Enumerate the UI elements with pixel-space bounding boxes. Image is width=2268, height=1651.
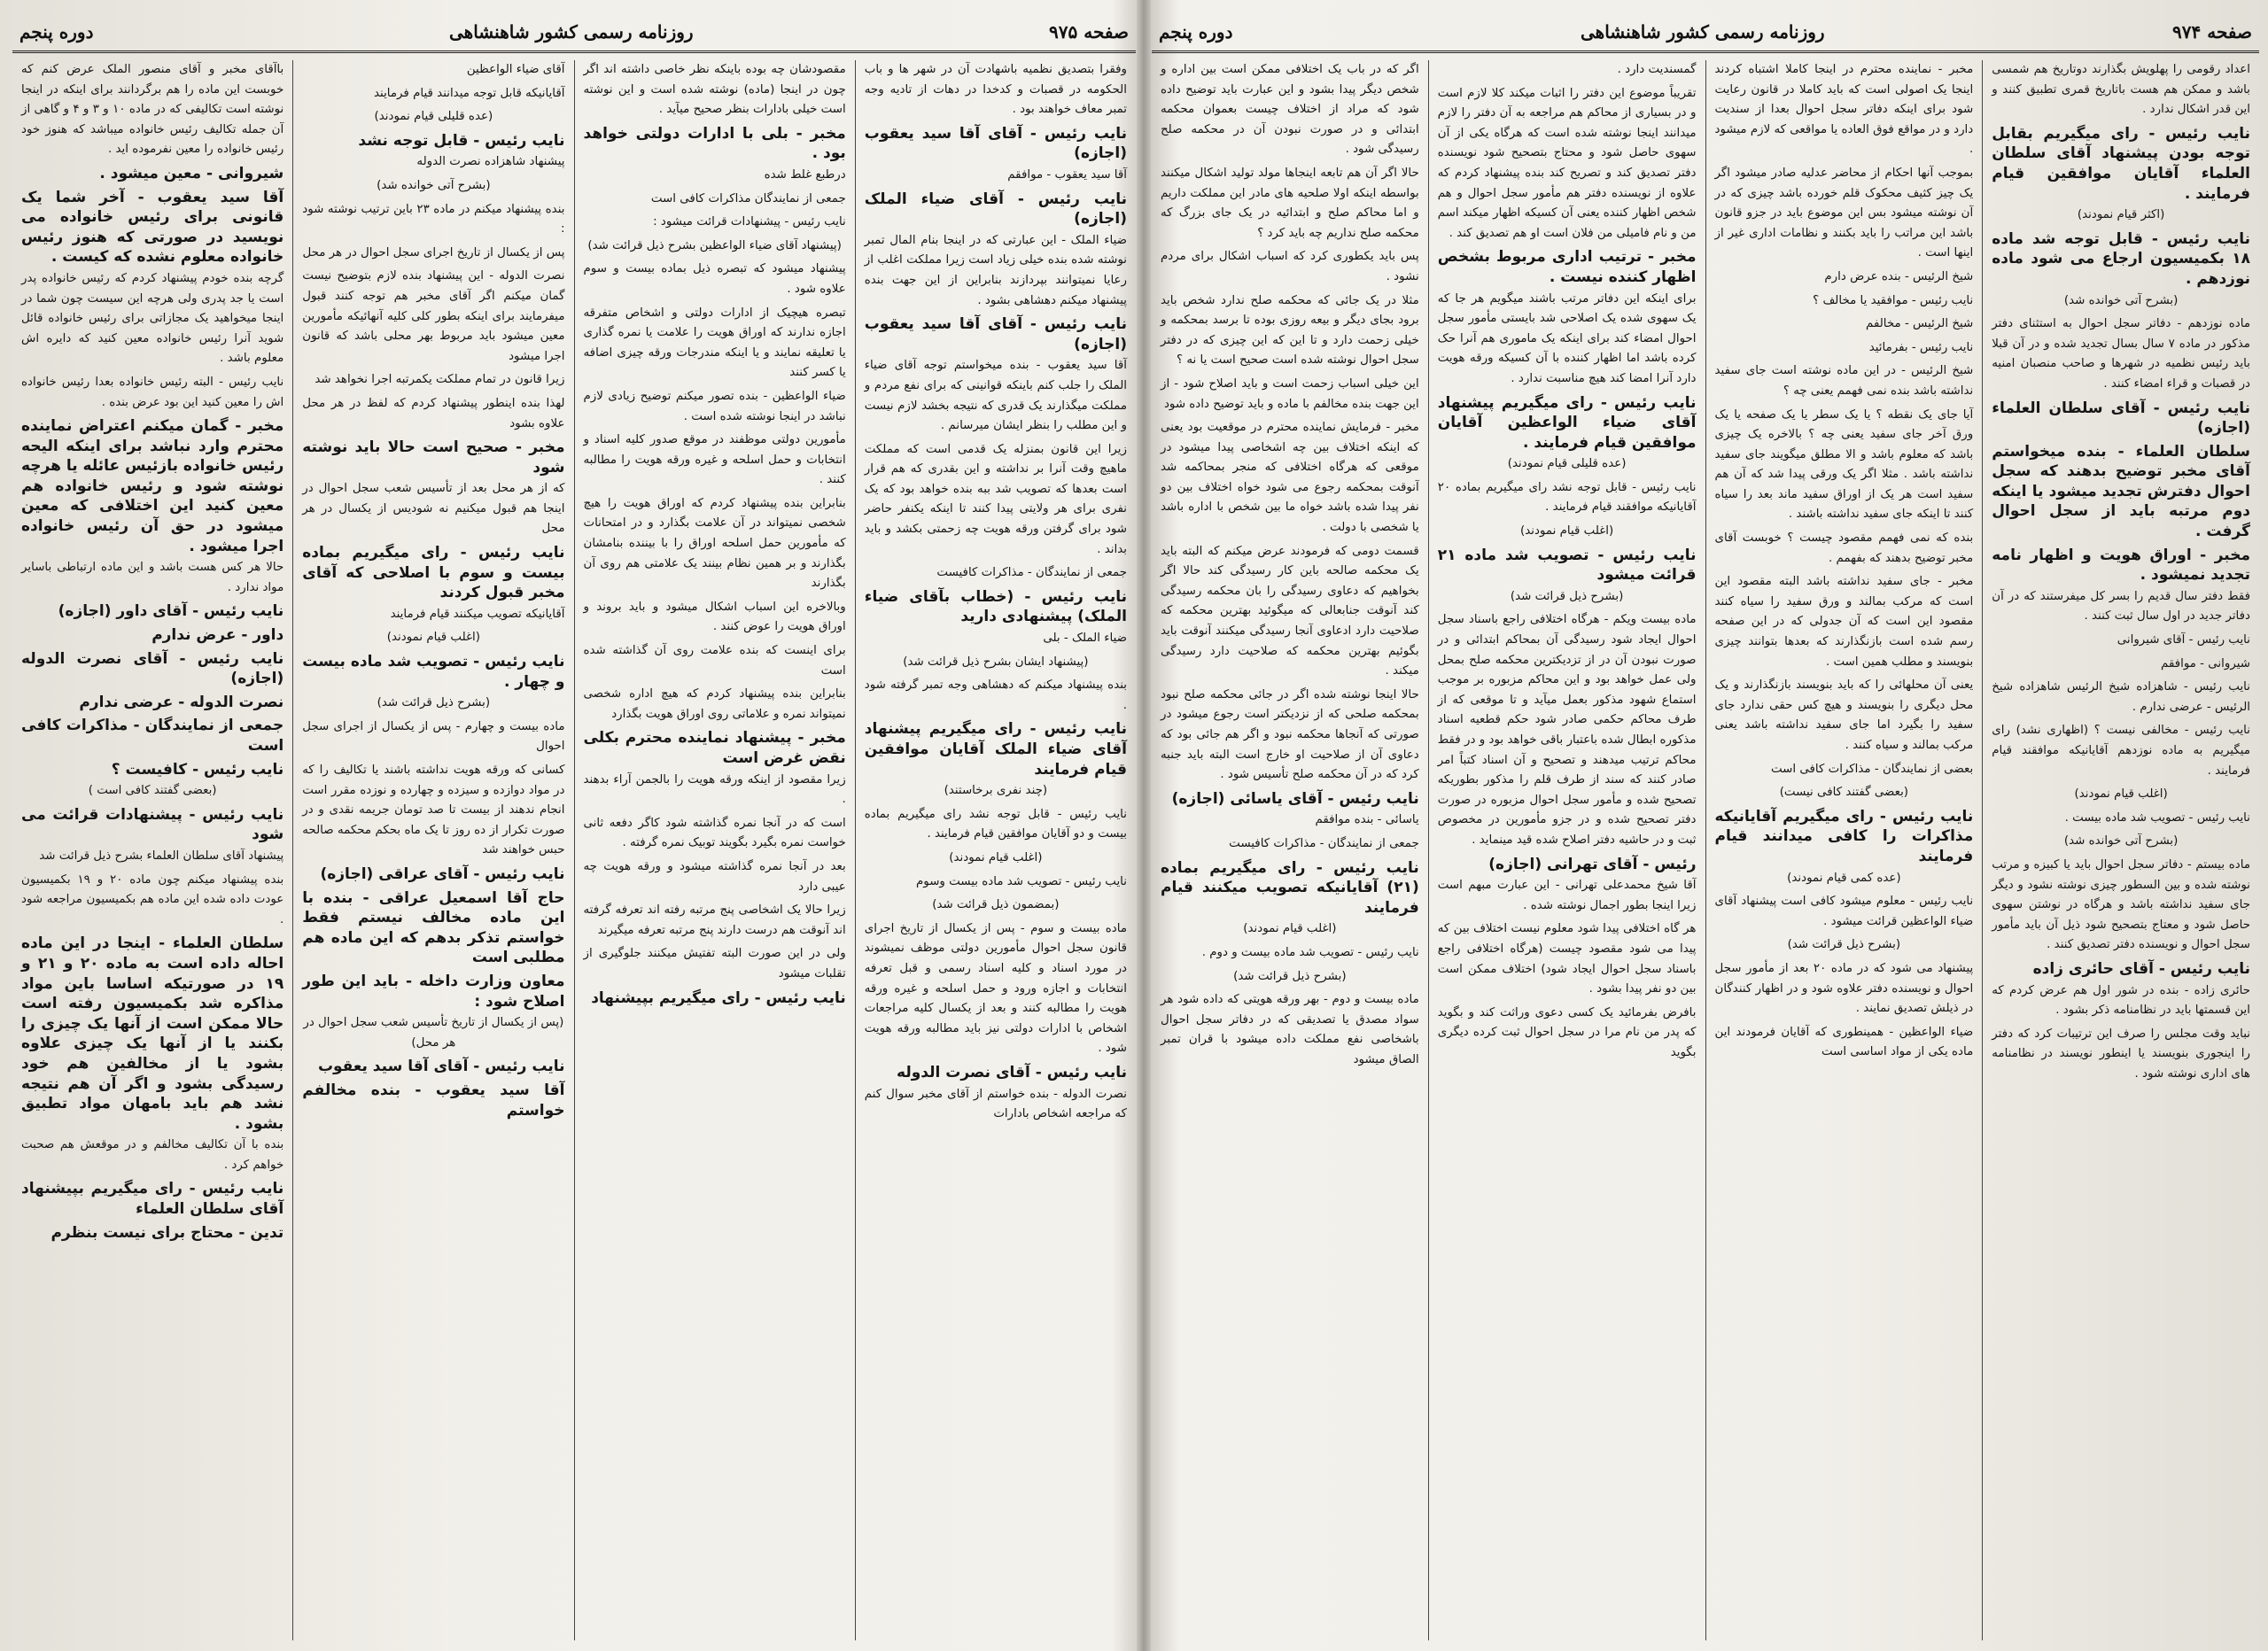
- text-paragraph: آقا شیخ محمدعلی تهرانی - این عبارت مبهم است زیرا اینجا بطور اجمال نوشته شده .: [1437, 879, 1697, 912]
- left-page-column: [855, 60, 1136, 1640]
- text-paragraph: ماده بیست و دوم - بهر ورقه هویتی که داده شود هر سواد مصدق یا تصدیقی که در دفاتر سجل احوال باشخاصی نفع مملکت داده میشود با قران تمبر الصاق میشود: [1161, 993, 1419, 1066]
- text-paragraph: آقایانیکه قابل توجه میدانند قیام فرمایند: [374, 86, 565, 100]
- speaker-paragraph: جمعی از نمایندگان - مذاکرات کافی است: [21, 717, 284, 755]
- text-paragraph: یاسائی - بنده موافقم: [1315, 813, 1419, 827]
- session-note: (بشرح ذیل قرائت شد): [1787, 938, 1901, 952]
- text-paragraph: حالا هر کس هست باشد و این ماده ارتباطی باسایر مواد ندارد .: [21, 561, 284, 594]
- right-page-title: روزنامه رسمی کشور شاهنشاهی: [1581, 20, 1825, 43]
- speaker-paragraph: نایب رئیس - رای میگیریم پیشنهاد آقای ضیاء الملک آقایان موافقین قیام فرمایند: [864, 720, 1127, 779]
- speaker-paragraph: نایب رئیس - آقای آقا سید یعقوب (اجازه): [864, 315, 1127, 353]
- text-paragraph: زیرا مقصود از اینکه ورقه هویت را بالجمن آراء بدهند .: [583, 772, 846, 807]
- speaker-paragraph: نایب رئیس - آقای نصرت الدوله: [897, 1063, 1127, 1081]
- text-paragraph: بنابراین بنده پیشنهاد کردم که اوراق هویت را هیچ شخصی نمیتواند در آن علامت بگذارد و در امتحانات که مأمورین حمل اسلحه اوراق را با بیننده بنامشان بگذارند و بر همین نظام بینند یک علامتی هم روی آن بگذارند: [583, 496, 846, 591]
- left-page-title: روزنامه رسمی کشور شاهنشاهی: [449, 20, 694, 43]
- speaker-paragraph: نایب رئیس - قابل توجه نشد: [358, 131, 565, 150]
- text-paragraph: بنده پیشنهاد میکنم در ماده ۲۳ باین ترتیب نوشته شود :: [302, 202, 565, 236]
- right-page-number: صفحه ۹۷۴: [2172, 20, 2252, 43]
- text-paragraph: شیخ الرئیس - در این ماده نوشته است جای سفید نداشته باشد بنده نمی فهمم یعنی چه ؟: [1714, 364, 1974, 398]
- text-paragraph: گرچه بنده خودم پیشنهاد کردم که رئیس خانواده پدر است یا جد پدری ولی هرچه این سیست چون شما در اینجا میخواهید یک مجازاتی برای رئیس خانواده قائل شوید آنرا رئیس خانواده معین کنید که دایره اش معلوم باشد .: [21, 271, 284, 366]
- text-paragraph: وبالاخره این اسباب اشکال میشود و باید بروند و اوراق هویت را عوض کنند .: [583, 600, 846, 634]
- right-page-column: [1152, 60, 1428, 1640]
- text-paragraph: هر گاه اختلافی پیدا شود معلوم نیست اختلاف بین که پیدا می شود مقصود چیست (هرگاه اختلافی راجع باسناد سجل احوال ایجاد شود) اختلاف ممکن است بین دو نفر پیدا بشود .: [1437, 922, 1697, 996]
- speaker-paragraph: رئیس - آقای تهرانی (اجازه): [1488, 855, 1697, 873]
- text-paragraph: پس از یکسال از تاریخ اجرای سجل احوال در هر محل: [302, 245, 565, 260]
- text-paragraph: بنده که نمی فهمم مقصود چیست ؟ خوبست آقای مخبر توضیح بدهند که بفهمم .: [1714, 531, 1974, 565]
- text-paragraph: پیشنهاد می شود که در ماده ۲۰ بعد از مأمور سجل احوال و نویسنده دفتر علاوه شود و در اظهار کنندگان در ذیلش تصدیق نمایند .: [1714, 961, 1974, 1016]
- text-paragraph: کسانی که ورقه هویت نداشته باشند یا تکالیف را که در مواد دوازده و سیزده و چهارده و نوزده مقرر است انجام ندهند از بیست تا صد تومان جریمه نقدی و در صورت تکرار از ده روز تا یک ماه بحکم محکمه صالحه حبس خواهند شد: [302, 763, 565, 857]
- session-note: (اغلب قیام نمودند): [949, 850, 1043, 864]
- speaker-paragraph: مخبر - بلی با ادارات دولتی خواهد بود .: [583, 124, 846, 163]
- text-paragraph: ماده بیست و چهارم - پس از یکسال از اجرای سجل احوال: [302, 719, 565, 754]
- session-note: (بشرح آتی خوانده شد): [377, 178, 491, 192]
- text-paragraph: است که در آنجا نمره گذاشته شود کاگر دفعه ثانی خواست نمره بگیرد بگویند توبیک نمره گرفته .: [583, 816, 846, 850]
- text-paragraph: درطبع غلط شده: [764, 167, 846, 182]
- speaker-paragraph: نایب رئیس - پیشنهادات قرائت می شود: [21, 805, 284, 844]
- speaker-paragraph: نایب رئیس - رای میگیریم پیشنهاد آقای ضیاء الواعظین آقایان موافقین قیام فرمایند .: [1437, 393, 1697, 452]
- text-paragraph: نایب رئیس - البته رئیس خانواده بعدا رئیس خانواده اش را معین کنید این بود عرض بنده .: [21, 375, 284, 409]
- speaker-paragraph: نایب رئیس - رای میگیریم بپیشنهاد: [591, 988, 846, 1007]
- session-note: (چند نفری برخاستند): [944, 784, 1048, 798]
- text-paragraph: فقط دفتر سال قدیم را بسر کل میفرستند که در آن دفاتر جدید در اول سال ثبت کنند .: [1992, 589, 2250, 624]
- right-page-column: [1982, 60, 2259, 1640]
- session-note: (بشرح ذیل قرائت شد): [377, 696, 491, 710]
- text-paragraph: آقا سید یعقوب - بنده میخواستم توجه آقای ضیاء الملک را جلب کنم باینکه قوانینی که برای نفع مردم و مملکت میگذارند یک قدری که نتیجه بخشد لازم نیست و این مطلب را بنظر ایشان میرسانم .: [864, 359, 1127, 433]
- speaker-paragraph: نایب رئیس - رای میگیریم بماده (۲۱) آقایانیکه تصویب میکنند قیام فرمایند: [1161, 858, 1419, 917]
- text-paragraph: اعداد رقومی را پهلویش بگذارند دوتاریخ هم شمسی باشد و ممکن هم هست باتاریخ قمری تطبیق کنند و این قدر اشکال ندارد .: [1992, 63, 2250, 117]
- text-paragraph: ضیاء الملک - این عبارتی که در اینجا بنام المال تمبر نوشته شده بنده خیلی زیاد است زیرا مملکت اغلب از رعایا نمیتوانند بپردازند بنابراین از این جهت بنده پیشنهاد میکنم دهشاهی بشود .: [864, 233, 1127, 307]
- text-paragraph: اگر که در باب یک اختلافی ممکن است بین اداره و شخص دیگر پیدا بشود و این عبارت باید توضیح داده شود که مراد از اختلاف چیست بعموان محکمه ابتدائی و در صورت نبودن آن در محکمه صلح رسیدگی شود .: [1161, 63, 1419, 157]
- text-paragraph: برای اینست که بنده علامت روی آن گذاشته شده است: [583, 644, 846, 678]
- text-paragraph: زیرا حالا یک اشخاصی پنج مرتبه رفته اند تعرفه گرفته اند آنوقت هم درست دارند پنج مرتبه تعرفه میگیرند: [583, 903, 846, 937]
- text-paragraph: حالا اینجا نوشته شده اگر در جائی محکمه صلح نبود بمحکمه صلحی که از نزدیکتر است رجوع میشود در صورتی که آنجاها محکمه نبود و اگر هم جائی بود که دعاوی آن از صلاحیت او خارج است البته باید جنبه کرد که در آن محکمه صلح تأسیس شود .: [1161, 687, 1419, 782]
- speaker-paragraph: نایب رئیس - (خطاب بآقای ضیاء الملک) پیشنهادی دارید: [864, 587, 1127, 626]
- right-page-column: [1705, 60, 1983, 1640]
- text-paragraph: مقصودشان چه بوده باینکه نظر خاصی داشته اند اگر چون در اینجا (ماده) نوشته شده است و این نوشته است خیلی بادارات بنظر صحیح میآید .: [583, 63, 846, 117]
- text-paragraph: نایب رئیس - معلوم میشود کافی است پیشنهاد آقای ضیاء الواعظین قرائت میشود .: [1714, 895, 1974, 928]
- session-note: (عده قلیلی قیام نمودند): [1507, 457, 1627, 471]
- speaker-paragraph: آقا سید یعقوب - آخر شما یک قانونی برای رئیس خانواده می نویسید در صورتی که هنوز رئیس خانواده معلوم نشده که کیست .: [21, 188, 284, 267]
- session-note: (عده کمی قیام نمودند): [1787, 871, 1901, 885]
- text-paragraph: ماده بیست و سوم - پس از یکسال از تاریخ اجرای قانون سجل احوال مأمورین دولتی موظف نمیشوند در مورد اسناد و کلیه اسناد رسمی و قبل تعرفه انتخابات و اجازه ورود و حمل اسلحه و غیره ورقه هویت را مطالبه کنند و بعد از یکسال کلیه مراجعات اشخاص با ادارات دولتی نیز باید مطالبه ورقه هویت شود .: [864, 921, 1127, 1056]
- text-paragraph: پیشنهاد میشود که تبصره ذیل بماده بیست و سوم علاوه شود .: [583, 262, 846, 296]
- text-paragraph: لهذا بنده اینطور پیشنهاد کردم که لفظ در هر محل علاوه بشود: [302, 396, 565, 430]
- text-paragraph: پیشنهاد آقای سلطان العلماء بشرح ذیل قرائت شد: [39, 849, 284, 863]
- session-note: (اغلب قیام نمودند): [2074, 787, 2168, 802]
- text-paragraph: نایب رئیس - پیشنهادات قرائت میشود :: [653, 215, 846, 229]
- text-paragraph: پیشنهاد شاهزاده نصرت الدوله: [416, 155, 565, 169]
- text-paragraph: نایب رئیس - تصویب شد ماده بیست وسوم: [916, 874, 1127, 888]
- left-page-period: دوره پنجم: [19, 20, 94, 43]
- text-paragraph: نایب رئیس - تصویب شد ماده بیست و دوم .: [1201, 945, 1419, 959]
- text-paragraph: که از هر محل بعد از تأسیس شعب سجل احوال در اینجا هم قبول میکنیم نه شودیس از یکسال در هر محل: [302, 482, 565, 536]
- speaker-paragraph: نایب رئیس - رای میگیریم بماده بیست و سوم با اصلاحی که آقای مخبر قبول کردند: [302, 544, 565, 602]
- right-page-period: دوره پنجم: [1159, 20, 1233, 43]
- text-paragraph: بعد در آنجا نمره گذاشته میشود و ورقه هویت چه عیبی دارد: [583, 859, 846, 894]
- text-paragraph: یعنی آن محلهائی را که باید بنویسند بازنگذارند و یک محل دیگری را بنویسند و هیچ کس حقی ندارد جای سفید را بگیرد اما جای سفید نداشته باشد یعنی مرکب بمالند و سیاه کنند .: [1714, 678, 1974, 752]
- text-paragraph: نصرت الدوله - بنده خواستم از آقای مخبر سوال کنم که مراجعه اشخاص بادارات: [864, 1087, 1127, 1121]
- speaker-paragraph: مخبر - ترتیب اداری مربوط بشخص اظهار کننده نیست .: [1437, 248, 1697, 286]
- text-paragraph: ضیاء الواعظین - همینطوری که آقایان فرمودند این ماده یکی از مواد اساسی است: [1714, 1025, 1974, 1059]
- speaker-paragraph: مخبر - گمان میکنم اعتراض نماینده محترم وارد نباشد برای اینکه الیحه رئیس خانواده بازئیس عائله یا هرچه نوشته شود و رئیس خانواده هم معین کنید این اختلافی که معین میشود در حق آن رئیس خانواده اجرا میشود .: [21, 417, 284, 555]
- session-note: (اکثر قیام نمودند): [2077, 208, 2165, 222]
- session-note: (بمضمون ذیل قرائت شد): [932, 898, 1060, 912]
- text-paragraph: مخبر - جای سفید نداشته باشد البته مقصود این است که مرکب بمالند و ورق سفید را سیاه کنند مقصود این است که آن جدولی که در این صفحه رسم شده است بازنگذارند که بعدها بتوانند چیزی بنویسند و مطلب همین است .: [1714, 575, 1974, 669]
- text-paragraph: نصرت الدوله - این پیشنهاد بنده لازم بتوضیح نیست گمان میکنم اگر آقای مخبر هم توجه کنند قبول میفرمایند برای اینکه بطور کلی کلیه آنهائیکه مأمورین معین میشود باید مربوط بهر محلی باشد که قانون اجرا میشود: [302, 269, 565, 363]
- text-paragraph: آقای ضیاء الواعظین: [466, 63, 565, 76]
- text-paragraph: تبصره هیچیک از ادارات دولتی و اشخاص متفرقه اجازه ندارند که اوراق هویت را علامت یا نمره گذاری یا تعلیقه نمایند و یا اینکه مندرجات ورقه چیزی اضافه یا کسر کنند: [583, 306, 846, 380]
- text-paragraph: نایب رئیس - قابل توجه نشد رای میگیریم بماده بیست و دو آقایان موافقین قیام فرمایند .: [864, 807, 1127, 841]
- speaker-paragraph: مخبر - صحیح است حالا باید نوشته شود: [302, 438, 565, 477]
- speaker-paragraph: سلطان العلماء - بنده میخواستم آقای مخبر توضیح بدهند که سجل احوال دفترش تجدید میشود یا اینکه دوم مرتبه باید از سجل احوال گرفت .: [1992, 442, 2250, 541]
- text-paragraph: بافرض بفرمائید یک کسی دعوی وراثت کند و بگوید که پدر من نام مرا در سجل احوال ثبت کرده دیگری بگوید: [1437, 1005, 1697, 1059]
- speaker-paragraph: نایب رئیس - آقای حائری زاده: [2032, 959, 2250, 978]
- speaker-paragraph: نایب رئیس - آقای نصرت الدوله (اجازه): [21, 649, 284, 688]
- left-page-column: [292, 60, 573, 1640]
- text-paragraph: تقریباً موضوع این دفتر را اثبات میکند کلا لازم است و در بسیاری از محاکم هم مراجعه به آن دفتر را لازم میدانند اینجا نوشته شده است که هرگاه یکی از آن سهوی حاصل شود و محتاج بتصحیح شود نویسنده دفتر تصدیق کند و تصریح کند بنده پیشنهاد کردم که علاوه از نویسنده دفتر هم مأمور سجل احوال و هم شخص اظهار کننده یعنی آن کسیکه اظهار میکند اسم من و نام فامیلی من فلان است او هم تصدیق کند .: [1437, 86, 1697, 240]
- speaker-paragraph: نایب رئیس - آقای آقا سید یعقوب (اجازه): [864, 124, 1127, 163]
- text-paragraph: آقا سید یعقوب - موافقم: [1007, 167, 1127, 182]
- speaker-paragraph: مخبر - اوراق هویت و اظهار نامه تجدید نمیشود .: [1992, 546, 2250, 585]
- text-paragraph: نایب رئیس - قابل توجه نشد رای میگیریم بماده ۲۰ آقایانیکه موافقند قیام فرمایند .: [1437, 480, 1697, 515]
- speaker-paragraph: نایب رئیس - تصویب شد ماده ۲۱ قرائت میشود: [1437, 546, 1697, 585]
- text-paragraph: بنده با آن تکالیف مخالفم و در موقعش هم صحبت خواهم کرد .: [21, 1138, 284, 1172]
- text-paragraph: وفقرا بتصدیق نظمیه باشهادت آن در شهر ها و باب الحکومه در قصبات و کدخدا در دهات از تادیه وجه تمبر معاف خواهند بود .: [864, 63, 1127, 117]
- text-paragraph: شیروانی - موافقم: [2161, 656, 2250, 670]
- session-note: (بشرح ذیل قرائت شد): [1233, 969, 1347, 983]
- text-paragraph: نایب رئیس - آقای شیروانی: [2117, 633, 2250, 647]
- speaker-paragraph: نایب رئیس - آقای ضیاء الملک (اجازه): [864, 190, 1127, 229]
- text-paragraph: مخبر - فرمایش نماینده محترم در موقعیت بود یعنی که اینکه اختلاف بین چه اشخاصی پیدا میشود در موقعی که هرگاه اختلافی که منجر بمحاکمه شد آنوقت بمحکمه رجوع می شود خواه اختلاف بین دو نفر پیدا شده باشد خواه ما بین شخص با اداره باشد یا شخصی با دولت .: [1161, 421, 1419, 535]
- left-page-column: [574, 60, 855, 1640]
- speaker-paragraph: نایب رئیس - کافیست ؟: [111, 760, 284, 779]
- speaker-paragraph: داور - عرض ندارم: [151, 626, 284, 645]
- text-paragraph: گمسندیت دارد .: [1617, 63, 1697, 76]
- session-note: (اغلب قیام نمودند): [1243, 922, 1337, 936]
- session-note: (پیشنهاد آقای ضیاء الواعظین بشرح ذیل قرائت شد): [587, 238, 842, 252]
- text-paragraph: بنده پیشنهاد میکنم که دهشاهی وجه تمبر گرفته شود .: [864, 678, 1127, 712]
- speaker-paragraph: تدین - محتاج برای نیست بنظرم: [50, 1223, 284, 1242]
- session-note: (بعضی گفتند کافی است ): [88, 784, 217, 798]
- text-paragraph: شیخ الرئیس - مخالفم: [1866, 317, 1974, 331]
- speaker-paragraph: نایب رئیس - تصویب شد ماده بیست و چهار .: [302, 653, 565, 691]
- text-paragraph: آیا جای یک نقطه ؟ یا یک سطر یا یک صفحه یا یک ورق آخر جای سفید یعنی چه ؟ بالاخره یک چیزی باشد که معلوم باشد و الا مطلق میگویند جای سفید نداشته باشد . مثلا اگر یک ورقی پیدا شد که آن هم سفید است هر یک از اوراق سفید ماند بعد را سیاه کنند تا اینکه جای سفید نداشته باشند .: [1714, 407, 1974, 522]
- text-paragraph: زیرا این قانون بمنزله یک قدمی است که مملکت ماهیچ وقت آنرا بر نداشته و این بقدری که هم قرار است بعدها که تصویب شد ببه بنده خواهد بود که یک نفری برای هر ولایتی پیدا کنند تا اینکه یکنفر حاضر شود برای گرفتن ورقه هویت چه زحمتی بکشد و باید بداند .: [864, 442, 1127, 556]
- left-page-header: [12, 12, 1136, 53]
- speaker-paragraph: نصرت الدوله - عرضی ندارم: [79, 693, 284, 711]
- text-paragraph: آقایانیکه تصویب میکنند قیام فرمایند: [390, 607, 565, 621]
- speaker-paragraph: نایب رئیس - آقای آقا سید یعقوب: [317, 1058, 565, 1076]
- text-paragraph: جمعی از نمایندگان - مذاکرات کافیست: [936, 566, 1127, 580]
- speaker-paragraph: سلطان العلماء - اینجا در این ماده احاله داده است به ماده ۲۰ و ۲۱ و ۱۹ در صورتیکه اساسا باین مواد مذاکره شد بکمیسیون رفته است حالا ممکن است از آنها یک چیزی را بکنند یا از آنها یک چیزی علاوه بشود یا از مخالفین هم خود رسیدگی بشود و اگر آن هم نتیجه نشد هم باید بامهان مواد تطبیق بشود .: [21, 934, 284, 1133]
- text-paragraph: ماده بیستم - دفاتر سجل احوال باید یا کبیزه و مرتب نوشته شده و بین السطور چیزی نوشته نشود و دیگر جای سفید نداشته باشد و هرگاه در نوشتن سهوی حاصل شود و معتاج بتصحیح شود ذیل آن باید مأمور سجل احوال و نویسنده دفتر تصدیق کنند .: [1992, 857, 2250, 952]
- text-paragraph: حالا اگر آن هم تابعه اینجاها مولد تولید اشکال میکنند بواسطه اینکه اولا صلحیه های مادر این مملکت داریم و اما محاکم صلح و ابتدائیه در یک جای بزرگ که محکمه صلح نداریم چه باید کرد ؟: [1161, 166, 1419, 240]
- text-paragraph: باآقای مخبر و آقای منصور الملک عرض کنم که خوبست این ماده را هم برگردانند برای اینکه در اینجا نوشته است تکالیفی که در ماده ۱۰ و ۳ و ۴ و گاهی از آن جمله تکالیف رئیس خانواده میباشد که هنوز خود رئیس خانواده را معین نفرموده اید .: [21, 63, 284, 157]
- right-page: [1152, 12, 2259, 1640]
- text-paragraph: نایب رئیس - تصویب شد ماده بیست .: [2064, 810, 2250, 825]
- speaker-paragraph: نایب رئیس - آقای عراقی (اجازه): [320, 864, 565, 883]
- session-note: (اغلب قیام نمودند): [1520, 524, 1614, 539]
- text-paragraph: مخبر - نماینده محترم در اینجا کاملا اشتباه کردند اینجا یک اصولی است که باید کاملا در قانون رعایت شود برای اینکه دفاتر سجل احوال بعدا از سندیت دارد و در مواقع فوق العاده یا مواقعی که لازم میشود .: [1714, 63, 1974, 157]
- speaker-paragraph: نایب رئیس - آقای داور (اجازه): [58, 602, 284, 621]
- text-paragraph: بنابراین بنده پیشنهاد کردم که هیچ اداره شخصی نمیتواند نمره و علاماتی روی اوراق هویت بگذارد: [583, 687, 846, 721]
- text-paragraph: جمعی از نمایندگان مذاکرات کافی است: [650, 191, 846, 205]
- book-gutter: [1137, 0, 1151, 1651]
- text-paragraph: پس باید یکطوری کرد که اسباب اشکال برای مردم نشود .: [1161, 250, 1419, 283]
- text-paragraph: ماده نوزدهم - دفاتر سجل احوال به استثنای دفتر مذکور در ماده ۷ سال بسال تجدید شده و در آن قبلا باید رئیس نظمیه در شهرها و صاحب منصبان امنیه در قصبات و قراء امضاء کنند .: [1992, 317, 2250, 391]
- text-paragraph: نایب رئیس - شاهزاده شیخ الرئیس شاهزاده شیخ الرئیس - عرضی ندارم .: [1992, 680, 2250, 714]
- text-paragraph: حائری زاده - بنده در شور اول هم عرض کردم که این قسمتها باید در نظامنامه ذکر بشود .: [1992, 983, 2250, 1018]
- text-paragraph: نایب رئیس - موافقید یا مخالف ؟: [1813, 293, 1974, 307]
- session-note: (اغلب قیام نمودند): [386, 631, 480, 645]
- text-paragraph: شیخ الرئیس - بنده عرض دارم: [1824, 269, 1974, 283]
- text-paragraph: برای اینکه این دفاتر مرتب باشند میگویم هر جا که یک سهوی شده یک اصلاحی شد بایستی مأمور سجل احوال امضاء کند برای اینکه یک ماموری هم آنرا حک کرده باشد اما اظهار کننده با آن کسیکه ورقه هویت دارد آنرا امضا کند هیچ مناسبت ندارد .: [1437, 291, 1697, 385]
- session-note: (عده قلیلی قیام نمودند): [374, 110, 493, 124]
- text-paragraph: این خیلی اسباب زحمت است و باید اصلاح شود - از این جهت بنده مخالفم با ماده و باید توضیح داده شود: [1161, 376, 1419, 411]
- speaker-paragraph: نایب رئیس - آقای یاسائی (اجازه): [1171, 789, 1419, 808]
- text-paragraph: قسمت دومی که فرمودند عرض میکنم که البته باید یک محکمه صالحه باین کار رسیدگی کند حالا اگر بخواهیم که دعاوی رسیدگی را بان محکمه رسیدگی کند آنوقت جنابعالی که میگوئید بهترین محکمه که صلاحیت دارد ادعاوی آنجا رسیدگی میکنند آنوقت باید بگوئیم بهترین محکمه که صلاحیت دارد رسیدگی میکند .: [1161, 544, 1419, 678]
- speaker-paragraph: شیروانی - معین میشود .: [99, 164, 284, 182]
- left-page: [12, 12, 1136, 1640]
- text-paragraph: ولی در این صورت البته تفتیش میکنند جلوگیری از تقلبات میشود: [583, 947, 846, 981]
- speaker-paragraph: معاون وزارت داخله - باید این طور اصلاح شود :: [302, 972, 565, 1011]
- text-paragraph: بعضی از نمایندگان - مذاکرات کافی است: [1770, 762, 1974, 776]
- text-paragraph: نایب رئیس - بفرمائید: [1868, 340, 1974, 354]
- speaker-paragraph: نایب رئیس - رای میگیریم بقابل توجه بودن پیشنهاد آقای سلطان العلماء آقایان موافقین قیام فرمایند .: [1992, 124, 2250, 203]
- left-page-column: [12, 60, 292, 1640]
- text-paragraph: جمعی از نمایندگان - مذاکرات کافیست: [1229, 836, 1419, 850]
- speaker-paragraph: حاج آقا اسمعیل عراقی - بنده با این ماده مخالف نیستم فقط خواستم تذکر بدهم که این ماده هم مطلبی است: [302, 888, 565, 967]
- right-page-columns: [1152, 60, 2259, 1640]
- speaker-paragraph: مخبر - پیشنهاد نماینده محترم بکلی نقض غرض است: [583, 729, 846, 767]
- session-note: (بعضی گفتند کافی نیست): [1779, 786, 1909, 800]
- session-note: (پس از یکسال از تاریخ تأسیس شعب سجل احوال در هر محل): [303, 1016, 564, 1050]
- text-paragraph: نباید وقت مجلس را صرف این ترتیبات کرد که دفتر را اینجوری بنویسند یا اینطور نویسند در نظامنامه های اداری نوشته شود .: [1992, 1027, 2250, 1081]
- text-paragraph: زیرا قانون در تمام مملکت یکمرتبه اجرا نخواهد شد: [315, 373, 565, 387]
- text-paragraph: نایب رئیس - مخالفی نیست ؟ (اظهاری نشد) رای میگیریم به ماده نوزدهم آقایانیکه موافقند قیام فرمایند .: [1992, 724, 2250, 778]
- session-note: (بشرح ذیل قرائت شد): [1510, 589, 1624, 603]
- text-paragraph: ماده بیست ویکم - هرگاه اختلافی راجع باسناد سجل احوال ایجاد شود رسیدگی آن بمحاکم ابتدائی و در صورت نبودن آن در از تزدیکترین محکمه صلح بمحل ولی عمل خواهد بود و این محاکم مزبوره بر موجب استماع شهود مذکور بعمل میآید و تا موقعی که از طرف محاکم حکمی صادر شود حکم قطعیه اسناد مذکوره ابطال شده باعتبار باقی خواهد بود و در فقط محاکم ترتیب میدهند و تصحیح و آن اسناد کتباً امر صادر کنند که سند از طرف قلم را مذکور بطوریکه تصحیح شده و مأمور سجل احوال مزبوره در صورت دفتر تصحیح شده و در جزو مأمورین در مخصوص ثبت و در حاشیه دفتر اصلاح شده قید مینماید .: [1437, 613, 1697, 847]
- left-page-columns: [12, 60, 1136, 1640]
- text-paragraph: ضیاء الواعظین - بنده تصور میکنم توضیح زیادی لازم نباشد در اینجا نوشته شده است .: [583, 389, 846, 423]
- left-page-number: صفحه ۹۷۵: [1049, 20, 1129, 43]
- speaker-paragraph: نایب رئیس - آقای سلطان العلماء (اجازه): [1992, 399, 2250, 438]
- right-page-header: [1152, 12, 2259, 53]
- right-page-column: [1428, 60, 1705, 1640]
- session-note: (بشرح آتی خوانده شد): [2063, 293, 2179, 307]
- speaker-paragraph: نایب رئیس - رای میگیریم آقایانیکه مذاکرات را کافی میدانند قیام فرمایند: [1714, 807, 1974, 865]
- session-note: (بشرح آتی خوانده شد): [2063, 834, 2179, 849]
- text-paragraph: مثلا در یک جائی که محکمه صلح ندارد شخص باید برود بجای دیگر و بیعه روزی بوده تا برسد بمحکمه و خیلی زحمت دارد و تا این که این چیزی که در دفتر سجل احوال نوشته شده است صحیح است یا نه ؟: [1161, 293, 1419, 368]
- speaker-paragraph: نایب رئیس - قابل توجه شد ماده ۱۸ بکمیسیون ارجاع می شود ماده نوزدهم .: [1992, 229, 2250, 288]
- text-paragraph: بموجب آنها احکام از محاضر عدلیه صادر میشود اگر یک چیز کثیف محکوک قلم خورده باشد چیزی که در آن نوشته میشود بس این موضوع باید در جزو قانون باشد این مراتب را باید بکنند و نظامات اداری غیر از اینها است .: [1714, 166, 1974, 260]
- text-paragraph: بنده پیشنهاد میکنم چون ماده ۲۰ و ۱۹ بکمیسیون عودت داده شده این ماده هم بکمیسیون مراجعه شود .: [21, 872, 284, 926]
- text-paragraph: مأمورین دولتی موظفند در موقع صدور کلیه اسناد و انتخابات و حمل اسلحه و غیره ورقه هویت را مطالبه کنند .: [583, 433, 846, 487]
- session-note: (پیشنهاد ایشان بشرح ذیل قرائت شد): [903, 655, 1089, 669]
- speaker-paragraph: آقا سید یعقوب - بنده مخالفم خواستم: [302, 1081, 565, 1120]
- text-paragraph: ضیاء الملک - بلی: [1043, 632, 1127, 646]
- speaker-paragraph: نایب رئیس - رای میگیریم بپیشنهاد آقای سلطان العلماء: [21, 1180, 284, 1219]
